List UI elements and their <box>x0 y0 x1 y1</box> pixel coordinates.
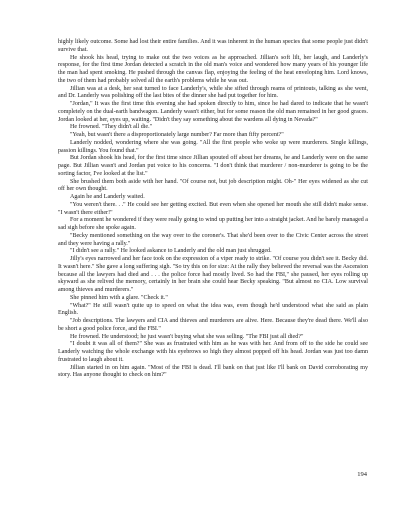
paragraph: "Becky mentioned something on the way over to the coroner's. That she'd been over to the Civic Center across the street and they were having a rally." <box>58 232 368 247</box>
paragraph: "You weren't there. . ." He could see her getting excited. But even when she opened her mouth she still didn't make sense. "I wasn't there either!" <box>58 201 368 216</box>
paragraph: "What?" He still wasn't quite up to speed on what the idea was, even though he'd understood what she said as plain English. <box>58 302 368 317</box>
paragraph: highly likely outcome. Some had lost their entire families. And it was inherent in the human species that some people just didn't survive that. <box>58 39 368 53</box>
paragraph: He shook his head, trying to make out the two voices as he approached. Jillian's soft lilt, her laugh, and Landerly's response, for the first time Jordan detected a scratch in the old man's voice and wondered how many years of his younger life the man had spent smoking. He pushed through the canvas flap, enjoying the feeling of the heat enveloping him. Lord knows, the two of them had probably solved all the earth's problems while he was out. <box>58 54 368 84</box>
paragraph: Landerly nodded, wondering where she was going. "All the first people who woke up were murderers. Single killings, passion killings. You found that." <box>58 139 368 154</box>
paragraph: For a moment he wondered if they were really going to wind up putting her into a straight jacket. And he barely managed a sad sigh before she spoke again. <box>58 217 368 231</box>
paragraph: He frowned. "They didn't all die." <box>70 124 153 131</box>
paragraph: Jillian started in on him again. "Most of the FBI is dead. I'll bank on that just like I'll bank on David corroborating my story. Has anyone thought to check on him?" <box>58 364 368 379</box>
paragraph: "Job descriptions. The lawyers and CIA and thieves and murderers are alive. Here. Because they're dead there. We'll also be short a good police force, and the FBI." <box>58 318 368 332</box>
paragraph: Jilly's eyes narrowed and her face took on the expression of a viper ready to strike. "Of course you didn't see it. Becky did. It wasn't here." She gave a long suffering sigh. "So try this on for size: At the rally they believed the reversal was the Ascension because all the lawyers had died and . . . the police force had mostly lived. So had the FBI," she paused, her eyes rolling up skyward as she relived the memory, certainly in her brain she could hear Becky speaking. "But almost no CIA. Low survival among thieves and murderers." <box>58 256 368 293</box>
paragraph: But Jordan shook his head, for the first time since Jillian spouted off about her dreams, he and Landerly were on the same page. But Jillian wasn't and Jordan put voice to his concerns. "I don't think that murderer / non-murderer is going to be the sorting factor, I've looked at the list." <box>58 155 368 177</box>
paragraph: "Yeah, but wasn't there a disproportionately large number? Far more than fifty percent?" <box>70 132 284 138</box>
body-text <box>58 39 368 380</box>
paragraph: Again he and Landerly waited. <box>70 194 145 200</box>
paragraph: "Jordan," It was the first time this evening she had spoken directly to him, since he had dared to indicate that he wasn't completely on the dual-earth bandwagon. Landerly wasn't either, but for some reason the old man remained in her good graces. Jordan looked at her, eyes up, waiting. "Didn't they say something about the wardens all dying in Nevada?" <box>58 101 368 123</box>
paragraph: Jillian was at a desk, her seat turned to face Landerly's, while she sifted through reams of printouts, talking as she went, and Dr. Landerly was polishing off the last bites of the dinner she had put together for him. <box>58 85 368 100</box>
paragraph: "I didn't see a rally." He looked askance to Landerly and the old man just shrugged. <box>70 248 272 255</box>
paragraph: She pinned him with a glare. "Check it." <box>70 294 168 301</box>
paragraph: He frowned. He understood; he just wasn't buying what she was selling. "The FBI just all died?" <box>70 333 304 340</box>
paragraph: She brushed them both aside with her hand. "Of course not, but job description might. Oh-" Her eyes widened as she cut off her own thought. <box>58 178 368 193</box>
paragraph: "I doubt it was all of them?" She was as frustrated with him as he was with her. And from off to the side he could see Landerly watching the whole exchange with his eyebrows so high they almost popped off his head. Jordan was just too damn frustrated to laugh about it. <box>58 341 368 363</box>
page-number: 194 <box>357 471 367 478</box>
